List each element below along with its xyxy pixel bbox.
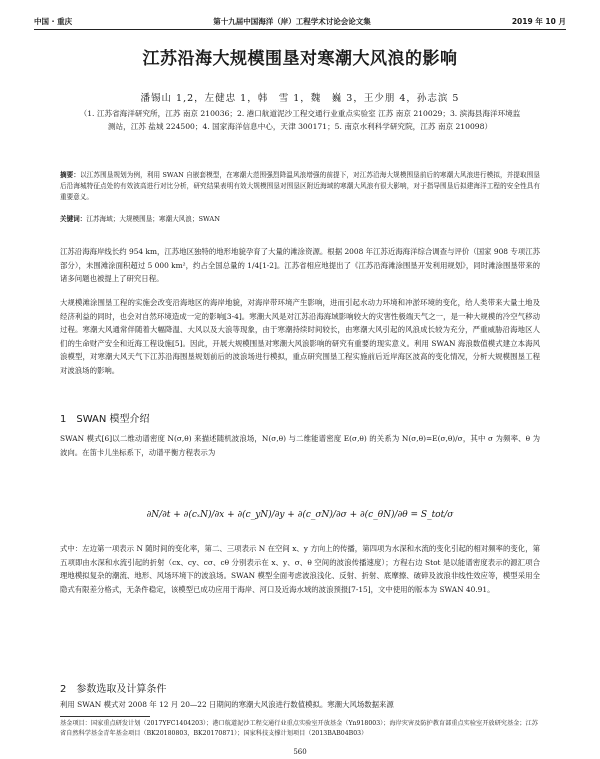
funding-footnote: 基金项目：国家重点研发计划（2017YFC1404203）；港口航道泥沙工程交通行业重点实验室开放基金（Yn918003）；海岸灾害及防护教育部重点实验室开放研究基金；江苏省自然科学基金青年基金项目（BK20180803，BK20170871）；国家科技支撑计划项目（2013BAB04B03） [60, 720, 538, 737]
header-location: 中国 · 重庆 [34, 16, 73, 26]
page-number: 560 [293, 748, 307, 756]
keywords-label: 关键词： [60, 215, 87, 223]
footnote-divider [60, 716, 150, 717]
section-heading-2: 2 参数选取及计算条件 [60, 684, 167, 695]
swan-paragraph: SWAN 模式[6]以二维动谱密度 N(σ,θ) 来描述随机波浪场，N(σ,θ) 与二维能谱密度 E(σ,θ) 的关系为 N(σ,θ)=E(σ,θ)/σ，其中 σ 为频率、θ 为波向。在笛卡儿坐标系下，动谱平衡方程表示为 [60, 434, 540, 457]
action-balance-equation: ∂N/∂t + ∂(cₓN)/∂x + ∂(c_yN)/∂y + ∂(c_σN)/∂σ + ∂(c_θN)/∂θ = S_tot/σ [146, 510, 454, 520]
keywords-text: 江苏海域；大规模围垦；寒潮大风浪；SWAN [86, 215, 220, 223]
abstract-text: 以江苏围垦规划为例，利用 SWAN 自嵌套模型，在寒潮大范围强烈降温风浪增强的前提下，对江苏沿海大规模围垦前后的寒潮大风浪进行模拟，并提取围垦后沿海城特征点处的有效波高进行对比分析，研究结果表明有效大规模围垦对围垦区附近海域的寒潮大风浪有很大影响，对于指导围垦后拟建海洋工程的安全性具有重要意义。 [60, 171, 541, 201]
intro-paragraph-2: 大规模滩涂围垦工程的实施会改变沿海地区的海岸地貌，对海岸带环境产生影响，进而引起水动力环境和冲淤环境的变化，给人类带来大量土地及经济利益的同时，也会对自然环境造成一定的影响[3-4]。寒潮大风是对江苏沿海海域影响较大的灾害性极端天气之一，是一种大规模的冷空气移动过程。寒潮大风通常伴随着大幅降温、大风以及大浪等现象，由于寒潮持续时间较长，由寒潮大风引起的风浪成长较为充分，严重威胁沿海地区人们的生命财产安全和近海工程设施[5]。因此，开展大规模围垦对寒潮大风浪影响的研究有重要的现实意义。利用 SWAN 海浪数值模式建立本海风浪模型，对寒潮大风天气下江苏沿海围垦规划前后的波浪场进行模拟，重点研究围垦工程实施前后近岸海区波高的变化情况，分析大规模围垦工程对波浪场的影响。 [60, 298, 540, 375]
keywords [60, 214, 540, 225]
header-proceedings: 第十九届中国海洋（岸）工程学术讨论会论文集 [213, 16, 371, 26]
paper-title: 江苏沿海大规模围垦对寒潮大风浪的影响 [142, 49, 458, 69]
equation-explanation: 式中：左边第一项表示 N 随时间的变化率，第二、三项表示 N 在空间 x、y 方向上的传播，第四项为水深和水流的变化引起的相对频率的变化，第五项即由水深和水流引起的折射（cx、cy、cσ、cθ 分别表示在 x、y、σ、θ 空间的波浪传播速度）；方程右边 Stot 是以能谱密度表示的源汇项合理地模拟复杂的潮流、地形、风场环境下的波浪场。SWAN 模型全面考虑波浪浅化、反射、折射、底摩擦、破碎及波浪非线性效应等，模型采用全隐式有限差分格式，无条件稳定，该模型已成功应用于海岸、河口及近海水域的波浪预报[7-15]，文中使用的版本为 SWAN 40.91。 [60, 544, 540, 594]
parameter-paragraph: 利用 SWAN 模式对 2008 年 12 月 20—22 日期间的寒潮大风浪进行数值模拟。寒潮大风场数据来源 [60, 700, 394, 709]
header-divider [34, 29, 566, 30]
author-list: 潘锡山 1,2，左健忠 1，韩 雪 1，魏 巍 3，王少朋 4，孙志滨 5 [140, 93, 460, 104]
intro-paragraph-1: 江苏沿海海岸线长约 954 km，江苏地区独特的地形地貌孕育了大量的滩涂资源。根据 2008 年江苏近海海洋综合调查与评价（国家 908 专项江苏部分），未围滩涂面积超过 5 000 km²，约占全国总量的 1/4[1-2]。江苏省相应地提出了《江苏沿海滩涂围垦开发利用规划》，同时滩涂围垦带来的诸多问题也被提上了研究日程。 [60, 247, 540, 284]
header-date: 2019 年 10 月 [511, 16, 566, 26]
section-heading-1: 1 SWAN 模型介绍 [60, 414, 150, 425]
affiliations: （1. 江苏省海洋研究所，江苏 南京 210036；2. 港口航道泥沙工程交通行业重点实验室 江苏 南京 210029；3. 滨海县海洋环境监测站，江苏 盐城 224500；4. 国家海洋信息中心，天津 300171；5. 南京水利科学研究院，江苏 南京 210098） [79, 109, 521, 131]
abstract [60, 170, 540, 203]
running-header [34, 14, 566, 28]
abstract-label: 摘要： [60, 171, 81, 179]
